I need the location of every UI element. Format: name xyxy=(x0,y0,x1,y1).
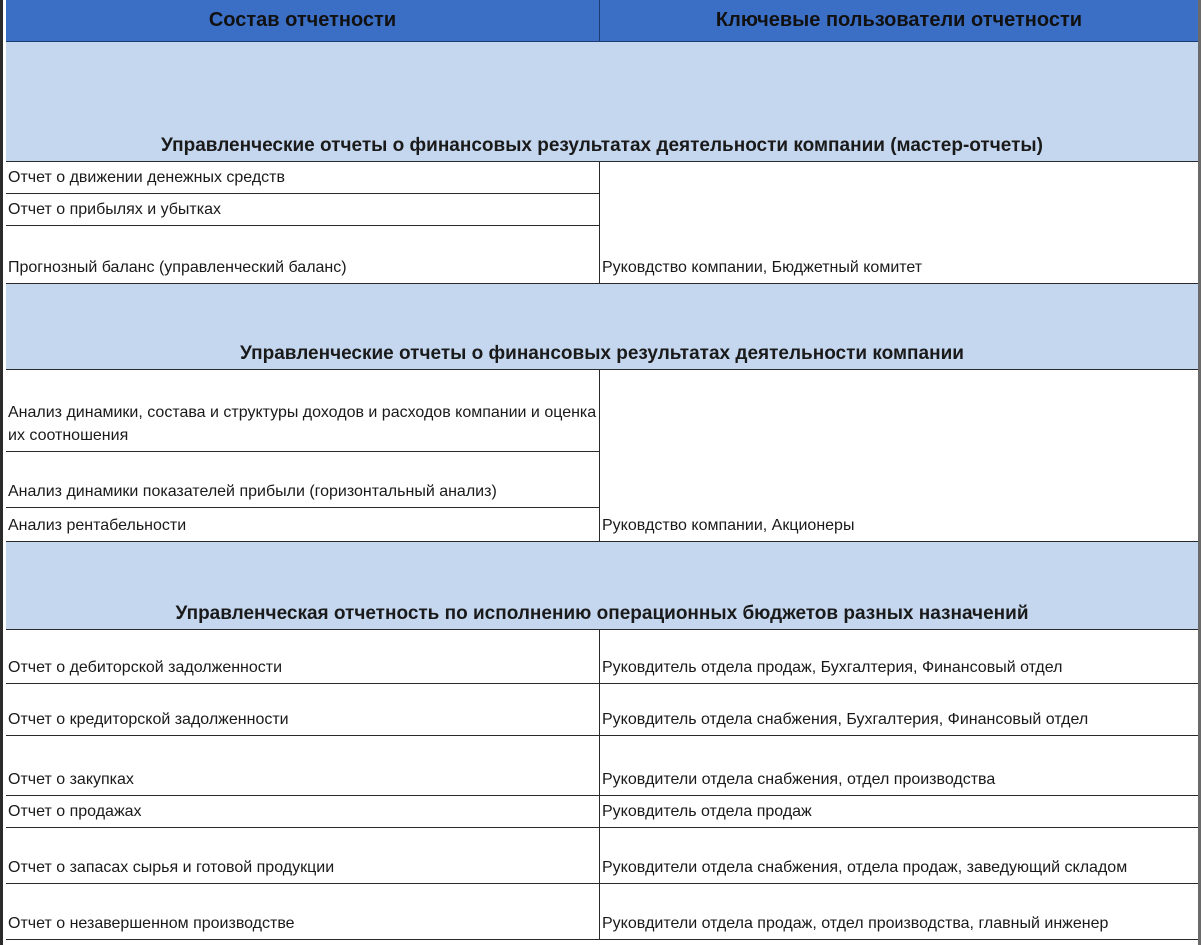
table-row-report: Анализ динамики, состава и структуры доходов и расходов компании и оценка их соотношения xyxy=(6,370,600,452)
table-row-report: Отчет о закупках xyxy=(6,736,600,796)
table-row-report: Отчет о продажах xyxy=(6,796,600,828)
table-row-report: Отчет о движении денежных средств xyxy=(6,162,600,194)
table-row-report: Прогнозный баланс (управленческий баланс) xyxy=(6,226,600,284)
section-title-operational-budgets: Управленческая отчетность по исполнению операционных бюджетов разных назначений xyxy=(6,542,1198,630)
table-row-report: Отчет о запасах сырья и готовой продукции xyxy=(6,828,600,884)
report-table xyxy=(6,0,1198,940)
column-header-key-users: Ключевые пользователи отчетности xyxy=(600,0,1198,42)
table-row-report: Анализ динамики показателей прибыли (горизонтальный анализ) xyxy=(6,452,600,508)
table-row-report: Отчет о дебиторской задолженности xyxy=(6,630,600,684)
key-users-cell: Руковдство компании, Бюджетный комитет xyxy=(600,162,1198,284)
key-users-cell: Руковдители отдела снабжения, отдел производства xyxy=(600,736,1198,796)
section-title-master-reports: Управленческие отчеты о финансовых результатах деятельности компании (мастер-отчеты) xyxy=(6,42,1198,162)
table-row-report: Отчет о кредиторской задолженности xyxy=(6,684,600,736)
section-title-financial-results: Управленческие отчеты о финансовых результатах деятельности компании xyxy=(6,284,1198,370)
key-users-cell: Руковдитель отдела продаж, Бухгалтерия, Финансовый отдел xyxy=(600,630,1198,684)
table-row-report: Анализ рентабельности xyxy=(6,508,600,542)
table-row-report: Отчет о прибылях и убытках xyxy=(6,194,600,226)
key-users-cell: Руковдитель отдела снабжения, Бухгалтерия, Финансовый отдел xyxy=(600,684,1198,736)
table-row-report: Отчет о незавершенном производстве xyxy=(6,884,600,940)
key-users-cell: Руковдство компании, Акционеры xyxy=(600,370,1198,542)
key-users-cell: Руковдитель отдела продаж xyxy=(600,796,1198,828)
column-header-composition: Состав отчетности xyxy=(6,0,600,42)
key-users-cell: Руковдители отдела продаж, отдел производства, главный инженер xyxy=(600,884,1198,940)
key-users-cell: Руковдители отдела снабжения, отдела продаж, заведующий складом xyxy=(600,828,1198,884)
